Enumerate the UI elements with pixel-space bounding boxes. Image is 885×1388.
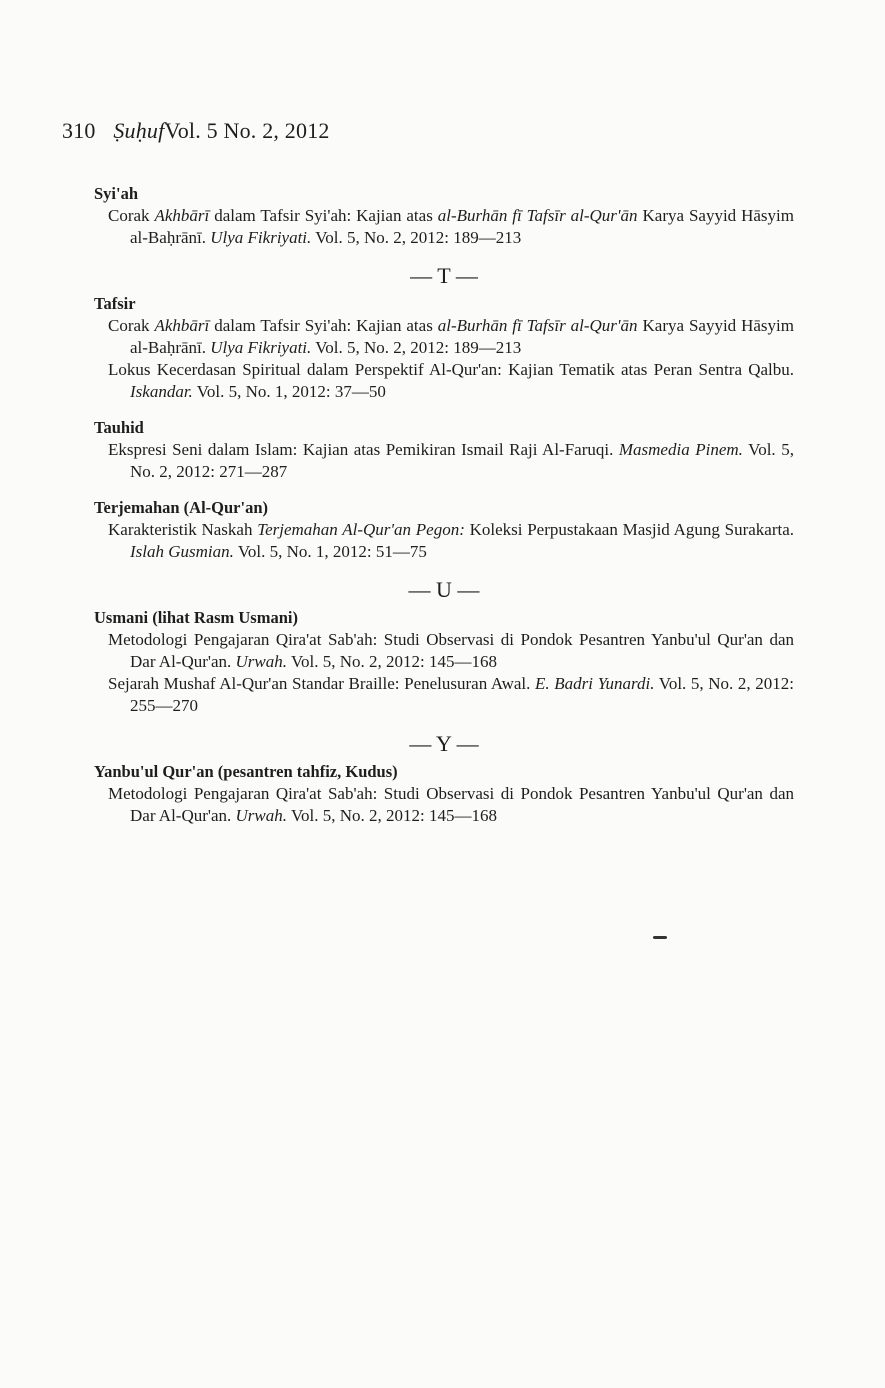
reference-text: Sejarah Mushaf Al-Qur'an Standar Braille: Penelusuran Awal. xyxy=(108,674,536,693)
article-reference xyxy=(94,629,794,673)
index-term: Syi'ah xyxy=(94,184,139,203)
reference-text: Vol. 5, No. 2, 2012: 145—168 xyxy=(287,806,498,825)
article-reference xyxy=(94,519,794,563)
italic-title: al-Burhān fī Tafsīr al-Qur'ān xyxy=(437,316,638,335)
author-name: Iskandar. xyxy=(130,382,193,401)
smudge-mark xyxy=(653,936,667,939)
author-name: E. Badri Yunardi. xyxy=(535,674,655,693)
reference-text: dalam Tafsir Syi'ah: Kajian atas xyxy=(209,316,438,335)
reference-text: Corak xyxy=(108,206,155,225)
index-entry xyxy=(94,761,794,827)
author-name: Urwah. xyxy=(235,806,287,825)
italic-title: Akhbārī xyxy=(154,206,210,225)
page-header xyxy=(62,118,330,144)
subject-index xyxy=(94,183,794,841)
reference-text: Vol. 5, No. 1, 2012: 37—50 xyxy=(192,382,386,401)
reference-text: Metodologi Pengajaran Qira'at Sab'ah: Studi Observasi di Pondok Pesantren Yanbu'ul Qur'an dan Dar Al-Qur'an. xyxy=(108,784,794,825)
reference-text: Metodologi Pengajaran Qira'at Sab'ah: Studi Observasi di Pondok Pesantren Yanbu'ul Qur'an dan Dar Al-Qur'an. xyxy=(108,630,794,671)
index-term: Yanbu'ul Qur'an (pesantren tahfiz, Kudus) xyxy=(94,762,398,781)
reference-text: Corak xyxy=(108,316,155,335)
italic-title: al-Burhān fī Tafsīr al-Qur'ān xyxy=(437,206,638,225)
article-reference xyxy=(94,359,794,403)
reference-text: Karya Sayyid Hāsyim al-Baḥrānī. xyxy=(130,206,794,247)
index-term: Terjemahan (Al-Qur'an) xyxy=(94,498,269,517)
index-term: Usmani (lihat Rasm Usmani) xyxy=(94,608,298,627)
index-term: Tauhid xyxy=(94,418,144,437)
article-reference xyxy=(94,205,794,249)
index-entry xyxy=(94,183,794,249)
index-entry xyxy=(94,417,794,483)
article-reference xyxy=(94,439,794,483)
author-name: Masmedia Pinem. xyxy=(618,440,743,459)
author-name: Ulya Fikriyati. xyxy=(210,228,312,247)
reference-text: Vol. 5, No. 2, 2012: 271—287 xyxy=(130,440,794,481)
author-name: Urwah. xyxy=(235,652,287,671)
reference-text: Ekspresi Seni dalam Islam: Kajian atas Pemikiran Ismail Raji Al-Faruqi. xyxy=(108,440,619,459)
index-entry xyxy=(94,497,794,563)
journal-volume: Vol. 5 No. 2, 2012 xyxy=(164,118,330,143)
page-number: 310 xyxy=(62,118,96,143)
letter-divider: — Y — xyxy=(409,731,479,756)
reference-text: Vol. 5, No. 1, 2012: 51—75 xyxy=(233,542,427,561)
reference-text: dalam Tafsir Syi'ah: Kajian atas xyxy=(209,206,438,225)
index-entry xyxy=(94,293,794,403)
letter-divider: — U — xyxy=(408,577,480,602)
journal-name: Ṣuḥuf xyxy=(113,118,165,143)
reference-text: Karya Sayyid Hāsyim al-Baḥrānī. xyxy=(130,316,794,357)
reference-text: Vol. 5, No. 2, 2012: 189—213 xyxy=(311,338,522,357)
reference-text: Vol. 5, No. 2, 2012: 189—213 xyxy=(311,228,522,247)
italic-title: Terjemahan Al-Qur'an Pegon: xyxy=(257,520,465,539)
reference-text: Koleksi Perpustakaan Masjid Agung Surakarta. xyxy=(464,520,794,539)
reference-text: Lokus Kecerdasan Spiritual dalam Perspektif Al-Qur'an: Kajian Tematik atas Peran Sentra Qalbu. xyxy=(108,360,794,379)
author-name: Islah Gusmian. xyxy=(130,542,234,561)
italic-title: Akhbārī xyxy=(154,316,210,335)
article-reference xyxy=(94,783,794,827)
article-reference xyxy=(94,673,794,717)
reference-text: Karakteristik Naskah xyxy=(108,520,258,539)
reference-text: Vol. 5, No. 2, 2012: 255—270 xyxy=(130,674,794,715)
index-term: Tafsir xyxy=(94,294,136,313)
author-name: Ulya Fikriyati. xyxy=(210,338,312,357)
article-reference xyxy=(94,315,794,359)
index-entry xyxy=(94,607,794,717)
letter-divider: — T — xyxy=(410,263,478,288)
reference-text: Vol. 5, No. 2, 2012: 145—168 xyxy=(287,652,498,671)
